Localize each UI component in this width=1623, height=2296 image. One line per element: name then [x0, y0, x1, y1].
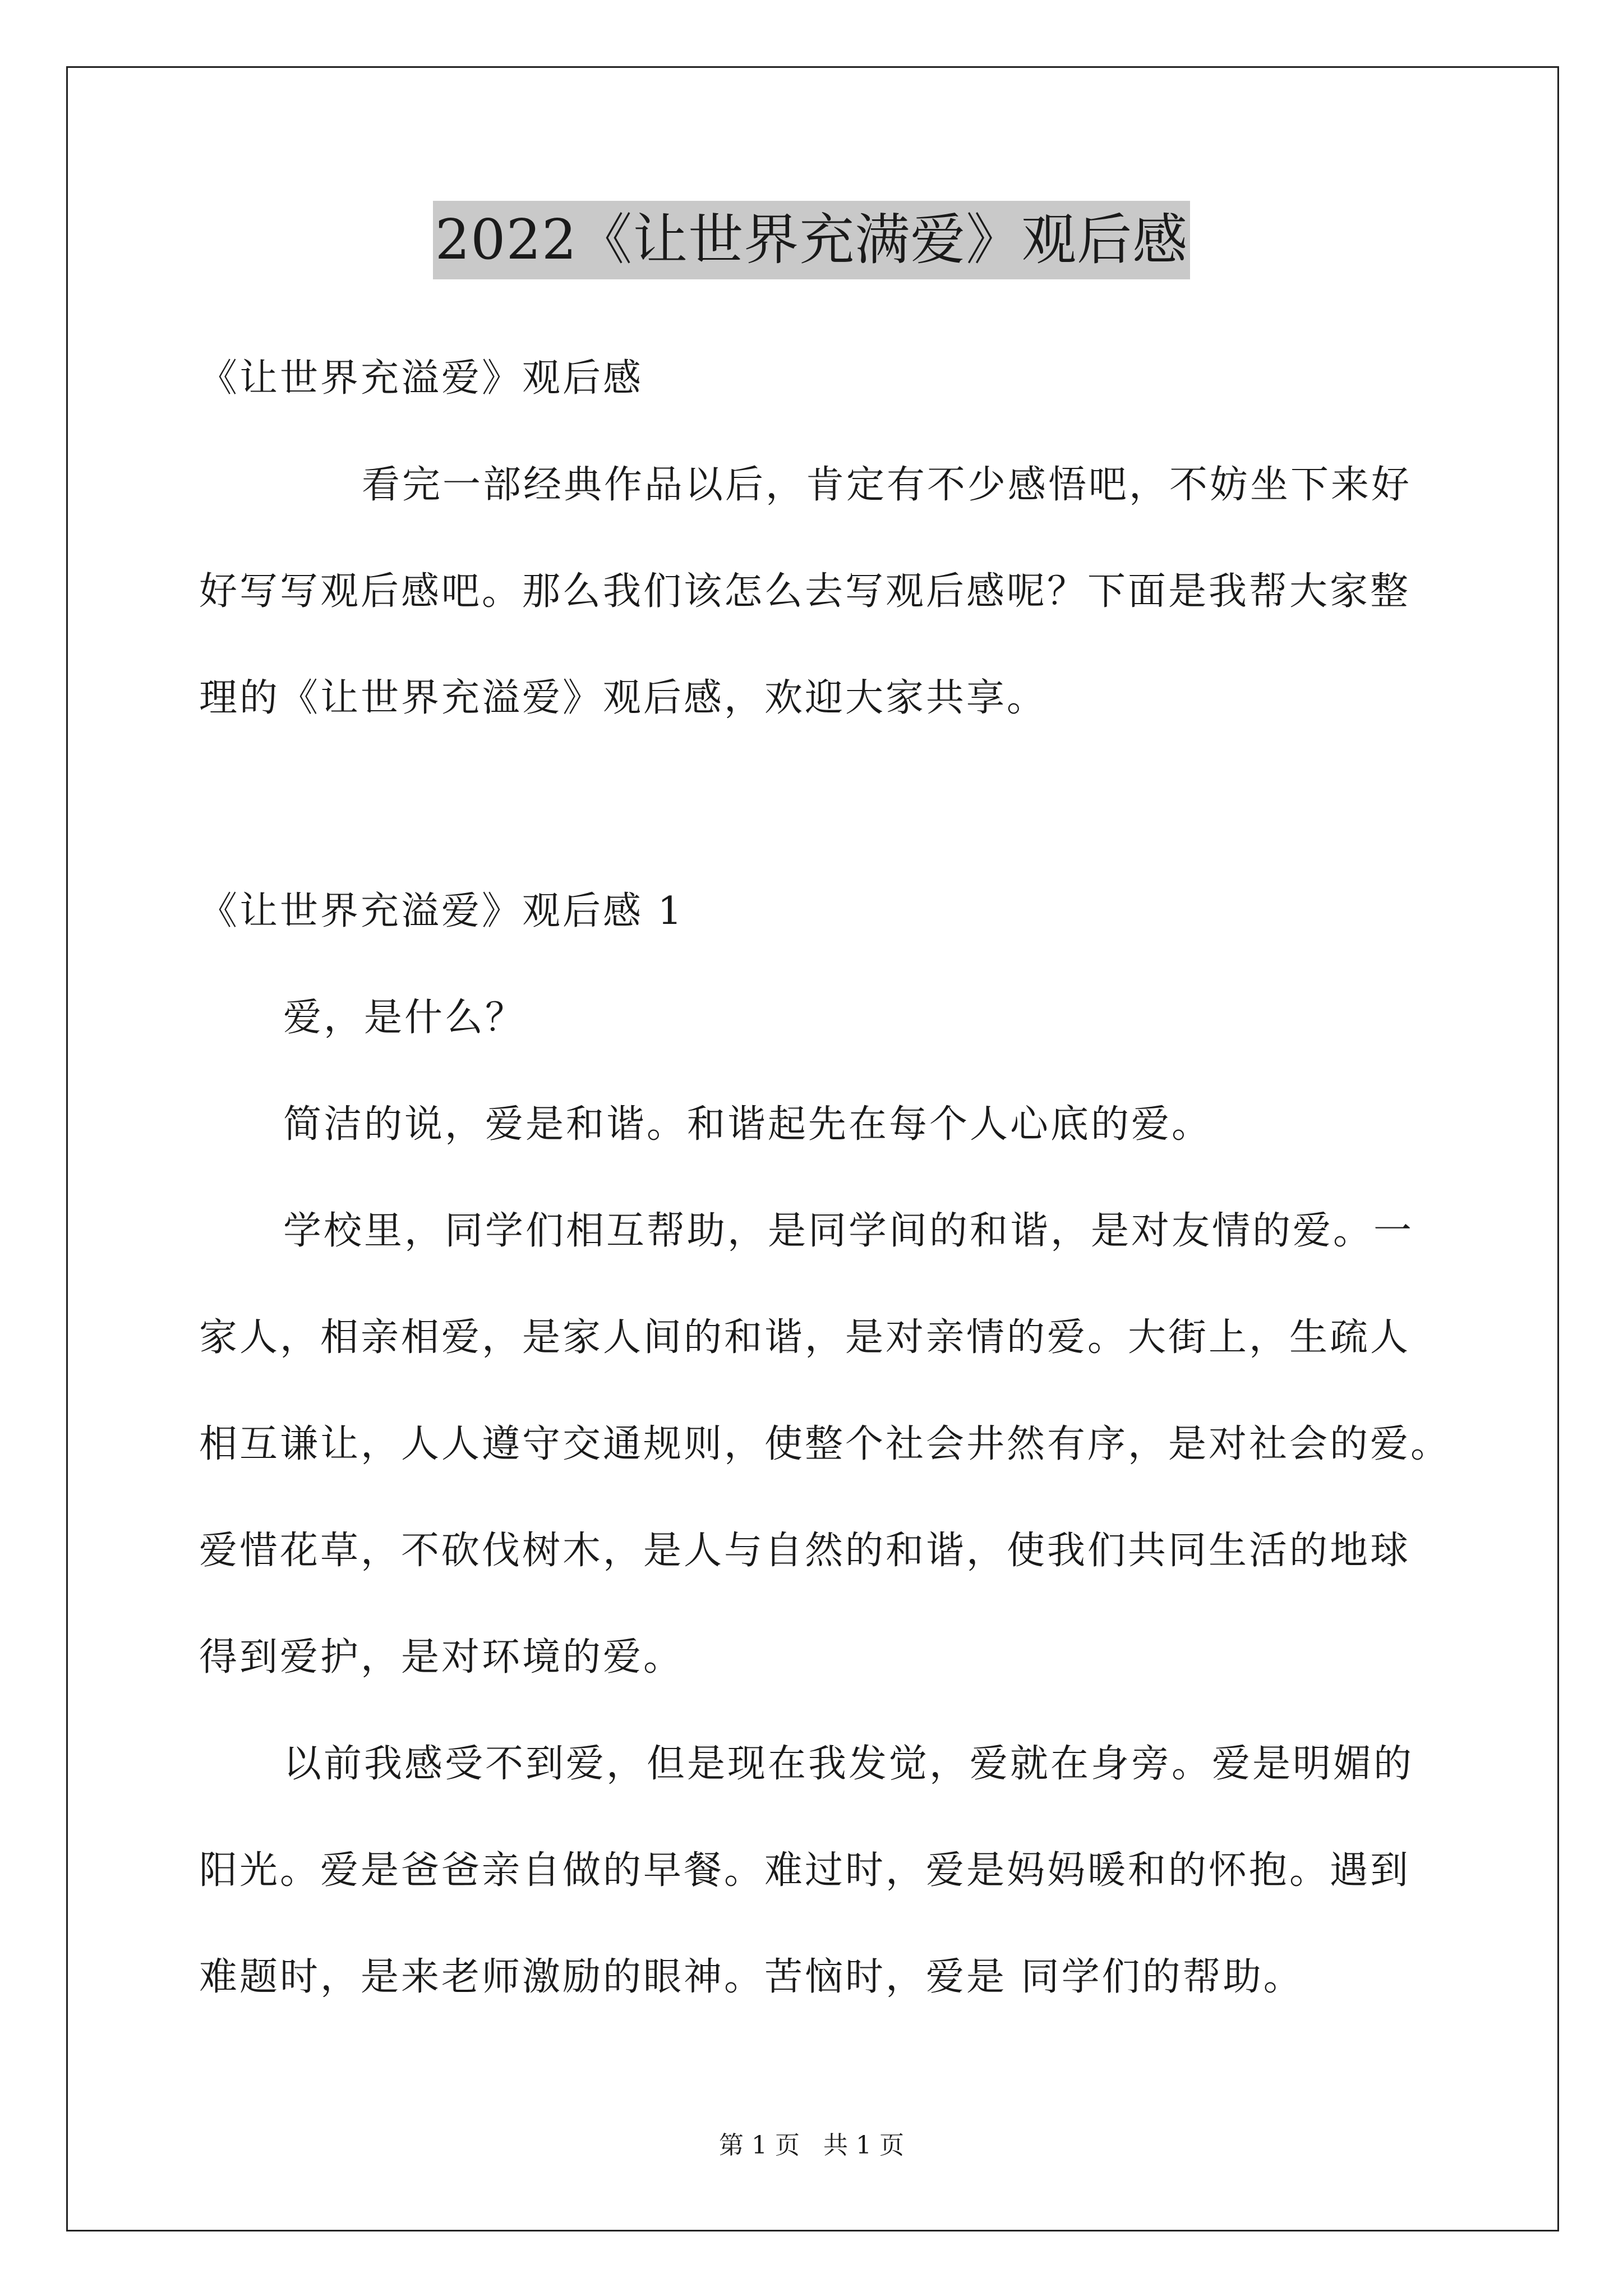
body-line: 家人，相亲相爱，是家人间的和谐，是对亲情的爱。大街上，生疏人: [199, 1315, 1411, 1360]
body-line: 难题时，是来老师激励的眼神。苦恼时，爱是 同学们的帮助。: [199, 1955, 1304, 1999]
intro-line: 理的《让世界充溢爱》观后感，欢迎大家共享。: [199, 676, 1048, 720]
document-title: 2022《让世界充满爱》观后感: [433, 201, 1190, 279]
page-footer: [0, 2129, 1623, 2162]
section-heading: 《让世界充溢爱》观后感 1: [199, 889, 684, 933]
body-line: 学校里，同学们相互帮助，是同学间的和谐，是对友情的爱。一: [283, 1209, 1414, 1253]
page-number: 第 1 页: [719, 2131, 800, 2160]
page-total: 共 1 页: [823, 2131, 904, 2160]
body-line: 相互谦让，人人遵守交通规则，使整个社会井然有序，是对社会的爱。: [199, 1422, 1451, 1466]
intro-line: 好写写观后感吧。那么我们该怎么去写观后感呢？下面是我帮大家整: [199, 569, 1411, 614]
body-line: 爱，是什么？: [283, 996, 526, 1040]
body-line: 简洁的说，爱是和谐。和谐起先在每个人心底的爱。: [283, 1102, 1212, 1147]
body-line: 爱惜花草，不砍伐树木，是人与自然的和谐，使我们共同生活的地球: [199, 1529, 1411, 1573]
document-subtitle: 《让世界充溢爱》观后感: [199, 356, 644, 401]
intro-line: 看完一部经典作品以后，肯定有不少感悟吧，不妨坐下来好: [362, 463, 1412, 507]
body-line: 阳光。爱是爸爸亲自做的早餐。难过时，爱是妈妈暖和的怀抱。遇到: [199, 1848, 1411, 1893]
title-container: [0, 201, 1623, 279]
body-line: 以前我感受不到爱，但是现在我发觉，爱就在身旁。爱是明媚的: [283, 1742, 1414, 1786]
body-line: 得到爱护，是对环境的爱。: [199, 1635, 684, 1680]
